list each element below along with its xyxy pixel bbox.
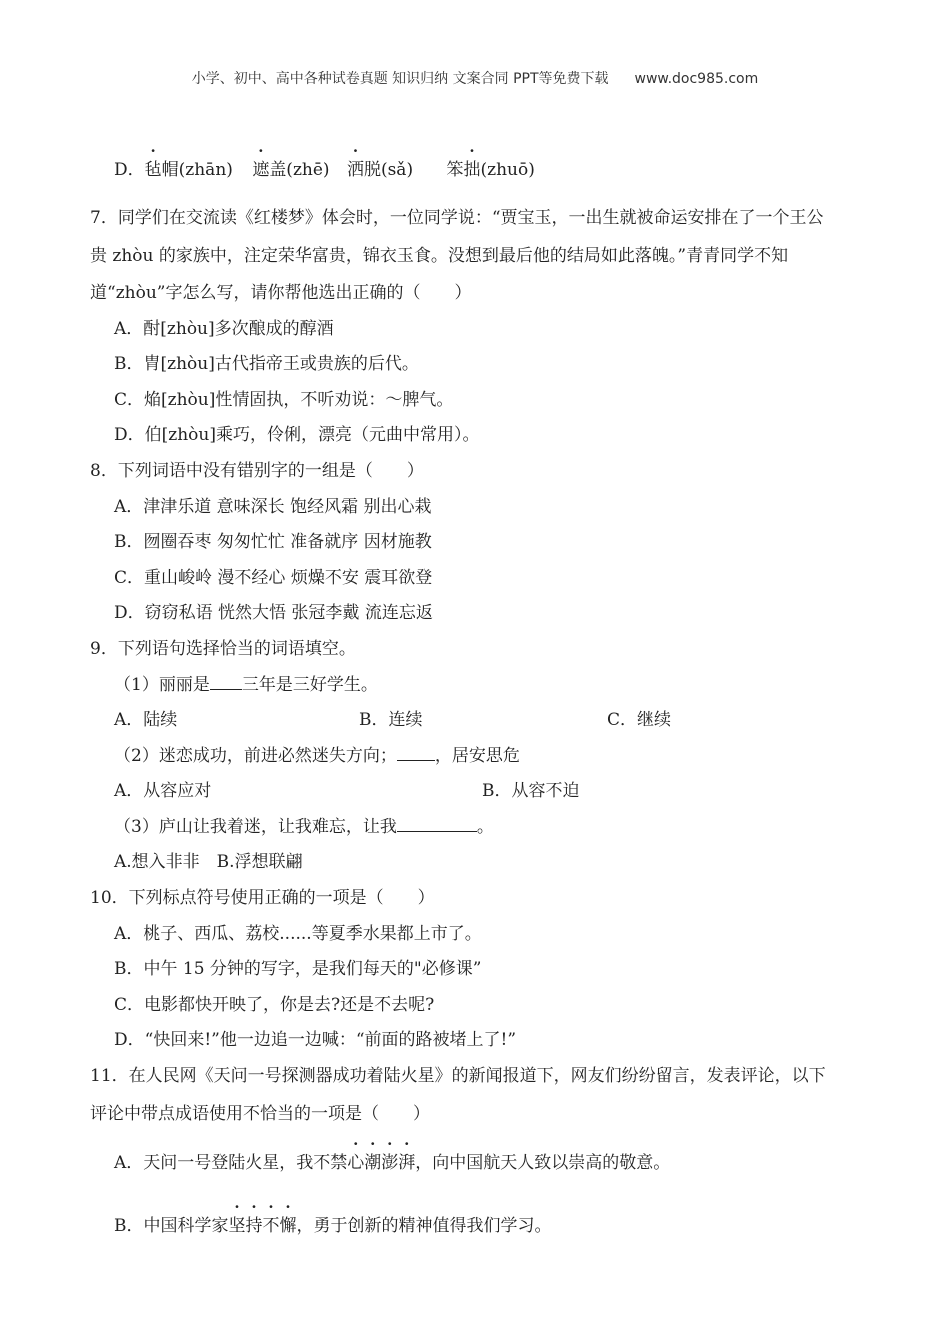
q8-stem: 8．下列词语中没有错别字的一组是（ ） — [90, 461, 424, 481]
q9-part2-prefix: （2）迷恋成功，前进必然迷失方向； — [114, 746, 397, 766]
word-rest: 盖(zhē) — [269, 160, 330, 180]
q9-part1-prefix: （1）丽丽是 — [114, 675, 210, 695]
q9-part3-suffix: 。 — [476, 817, 494, 837]
dotted-char: 澎 — [381, 1153, 399, 1173]
q9-part1-option-b: B．连续 — [359, 710, 423, 730]
word-rest: (zhuō) — [480, 160, 535, 180]
q11-stem-line2: 评论中带点成语使用不恰当的一项是（ ） — [90, 1104, 430, 1124]
header-text: 小学、初中、高中各种试卷真题 知识归纳 文案合同 PPT等免费下载 — [191, 71, 609, 87]
dotted-char: 潮 — [364, 1153, 382, 1173]
fill-blank — [397, 744, 435, 761]
q8-option-d: D．窃窃私语 恍然大悟 张冠李戴 流连忘返 — [114, 603, 433, 623]
fill-blank — [397, 815, 477, 832]
q10-option-b: B．中午 15 分钟的写字，是我们每天的"必修课” — [114, 959, 482, 979]
dotted-char: 不 — [262, 1216, 280, 1236]
q10-option-c: C．电影都快开映了，你是去?还是不去呢? — [114, 995, 435, 1015]
q11-option-a — [114, 1151, 670, 1175]
option-text: ，向中国航天人致以崇高的敬意。 — [415, 1153, 671, 1173]
fill-blank — [210, 673, 242, 690]
q11-stem-line1: 11．在人民网《天问一号探测器成功着陆火星》的新闻报道下，网友们纷纷留言，发表评论，以下 — [90, 1066, 826, 1086]
word-char: 笨 — [446, 160, 464, 180]
q8-option-a: A．津津乐道 意味深长 饱经风霜 别出心栽 — [114, 497, 432, 517]
dotted-char: 湃 — [398, 1153, 416, 1173]
word-rest: 脱(sǎ) — [363, 160, 414, 180]
q9-part1 — [114, 673, 378, 697]
q9-part3-options: A.想入非非 B.浮想联翩 — [114, 852, 303, 872]
q9-stem: 9．下列语句选择恰当的词语填空。 — [90, 639, 356, 659]
q9-part1-option-c: C．继续 — [607, 710, 672, 730]
header-site: www.doc985.com — [634, 71, 759, 87]
dotted-char: 懈 — [279, 1216, 297, 1236]
q9-part1-option-a: A．陆续 — [114, 710, 178, 730]
q10-option-d: D．“快回来!”他一边追一边喊：“前面的路被堵上了!” — [114, 1030, 517, 1050]
q9-part3-prefix: （3）庐山让我着迷，让我难忘，让我 — [114, 817, 397, 837]
option-label: D． — [114, 160, 145, 180]
q7-option-c: C．焔[zhòu]性情固执，不听劝说：～脾气。 — [114, 390, 454, 410]
dotted-char: 洒 — [346, 160, 364, 180]
q9-part2 — [114, 744, 520, 768]
dotted-char: 遮 — [252, 160, 270, 180]
dotted-char: 持 — [245, 1216, 263, 1236]
q9-part3 — [114, 815, 494, 839]
q7-stem-line2: 贵 zhòu 的家族中，注定荣华富贵，锦衣玉食。没想到最后他的结局如此落魄。”青青同学不知 — [90, 246, 789, 266]
q11-option-b — [114, 1214, 552, 1238]
q6-option-d — [114, 158, 535, 182]
page-header — [0, 68, 950, 88]
q9-part2-option-b: B．从容不迫 — [482, 781, 580, 801]
q8-option-c: C．重山峻岭 漫不经心 烦燥不安 震耳欲登 — [114, 568, 433, 588]
q9-part1-suffix: 三年是三好学生。 — [241, 675, 378, 695]
q10-option-a: A．桃子、西瓜、荔校......等夏季水果都上市了。 — [114, 924, 482, 944]
dotted-char: 毡 — [144, 160, 162, 180]
q7-option-b: B．胄[zhòu]古代指帝王或贵族的后代。 — [114, 354, 419, 374]
q9-part2-suffix: ，居安思危 — [434, 746, 520, 766]
option-text: B．中国科学家 — [114, 1216, 229, 1236]
q9-part2-options — [114, 779, 814, 803]
q9-part1-options — [114, 708, 814, 732]
dotted-char: 拙 — [463, 160, 481, 180]
option-text: A．天问一号登陆火星，我不禁 — [114, 1153, 348, 1173]
option-text: ，勇于创新的精神值得我们学习。 — [296, 1216, 552, 1236]
q8-option-b: B．囫圈吞枣 匆匆忙忙 准备就序 因材施教 — [114, 532, 432, 552]
q7-stem-line1: 7．同学们在交流读《红楼梦》体会时，一位同学说：“贾宝玉，一出生就被命运安排在了一个王公 — [90, 208, 824, 228]
q9-part2-option-a: A．从容应对 — [114, 781, 212, 801]
q7-option-a: A．酎[zhòu]多次酿成的醇酒 — [114, 319, 334, 339]
q7-stem-line3: 道“zhòu”字怎么写，请你帮他选出正确的（ ） — [90, 283, 472, 303]
dotted-char: 心 — [347, 1153, 365, 1173]
word-rest: 帽(zhān) — [161, 160, 233, 180]
dotted-char: 坚 — [228, 1216, 246, 1236]
q10-stem: 10．下列标点符号使用正确的一项是（ ） — [90, 888, 435, 908]
q7-option-d: D．伯[zhòu]乘巧，伶俐，漂亮（元曲中常用）。 — [114, 425, 480, 445]
